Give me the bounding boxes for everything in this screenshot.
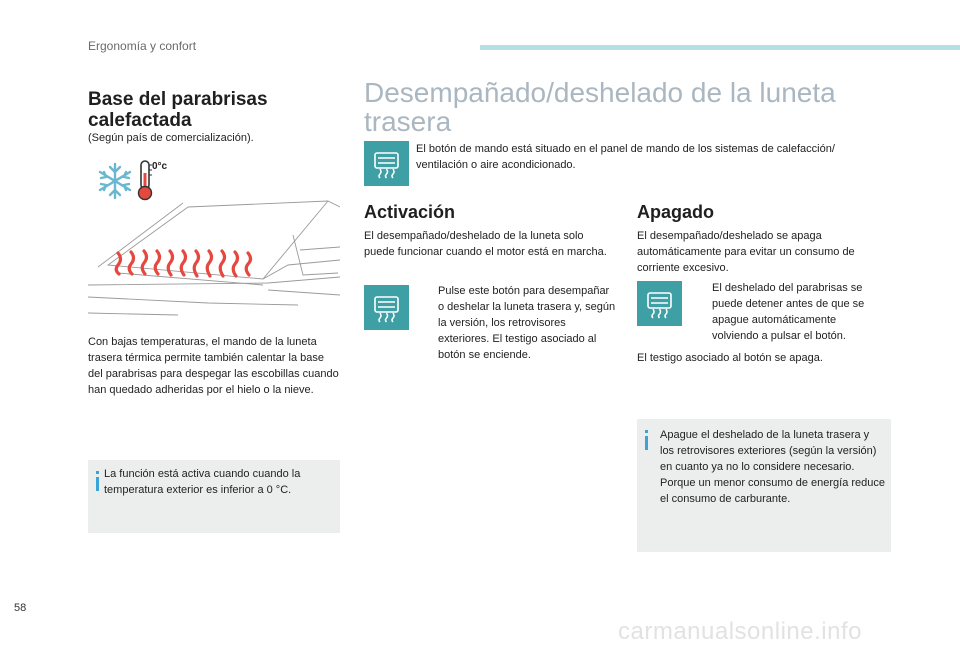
off-bullet-text: El deshelado del parabrisas se puede detener antes de que se apague automáticamente volviendo a pulsar el botón. [712, 282, 865, 342]
section-header: Ergonomía y confort [88, 39, 197, 53]
header-bar [480, 45, 960, 50]
off-after-text: El testigo asociado al botón se apaga. [637, 352, 823, 364]
page-number: 58 [14, 602, 27, 614]
rear-defrost-icon [364, 141, 409, 186]
left-tip-box [88, 460, 340, 533]
snowflake-icon [100, 164, 130, 198]
activation-bullet-text: Pulse este botón para desempañar o deshelar la luneta trasera y, según la versión, los retrovisores exteriores. El testigo asociado al botón se enciende. [438, 285, 616, 361]
car-outline [88, 201, 340, 315]
activation-paragraph: El desempañado/deshelado de la luneta solo puede funcionar cuando el motor está en marcha. [364, 230, 607, 258]
windshield-illustration [88, 155, 340, 320]
left-paragraph: Con bajas temperaturas, el mando de la luneta trasera térmica permite también calentar la base del parabrisas para despegar las escobillas cuando han quedado adheridas por el hielo o la nieve. [88, 336, 339, 396]
windshield-illustration-svg [88, 155, 340, 320]
heat-waves [116, 251, 250, 276]
rear-defrost-icon [637, 281, 682, 326]
off-heading: Apagado [637, 202, 715, 222]
left-section-title: Base del parabrisas calefactada [88, 89, 268, 131]
right-tip-text: Apague el deshelado de la luneta trasera y los retrovisores exteriores (según la versión) en cuanto ya no lo considere necesario. Porque un menor consumo de energía reduce el consumo de carburante. [660, 429, 886, 505]
watermark: carmanualsonline.info [618, 618, 862, 645]
intro-text: El botón de mando está situado en el panel de mando de los sistemas de calefacción/ ventilación o aire acondicionado. [416, 143, 835, 171]
left-tip-text: La función está activa cuando cuando la temperatura exterior es inferior a 0 °C. [104, 468, 301, 496]
left-country-note: (Según país de comercialización). [88, 132, 254, 144]
zero-degree-label: 0°c [152, 161, 168, 172]
off-paragraph: El desempañado/deshelado se apaga automáticamente para evitar un consumo de corriente excesivo. [637, 230, 855, 274]
info-marker [645, 430, 648, 450]
main-section-title: Desempañado/deshelado de la luneta trasera [364, 77, 836, 137]
right-tip-box [637, 419, 891, 552]
info-marker [96, 471, 99, 491]
activation-heading: Activación [364, 202, 456, 222]
thermometer-icon [139, 161, 153, 200]
rear-defrost-icon [364, 285, 409, 330]
